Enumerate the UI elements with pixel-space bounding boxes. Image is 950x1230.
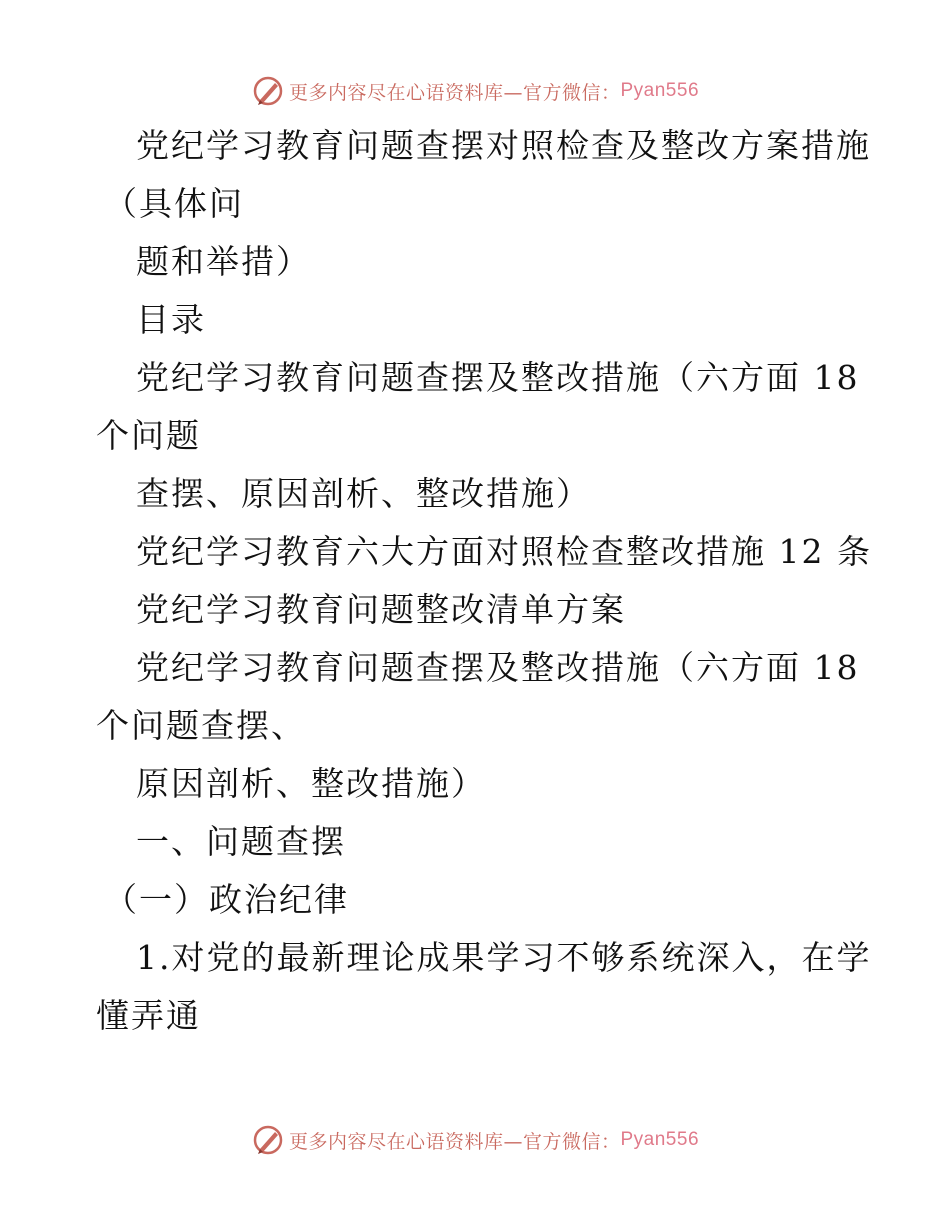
watermark-site-text: 更多内容尽在心语资料库—官方微信： [288,1130,621,1153]
paragraph-item-1-line-1: 1.对党的最新理论成果学习不够系统深入，在学 [136,938,872,977]
paragraph-item-1-line-2: 懂弄通 [96,996,201,1035]
section-title-line-3: 原因剖析、整改措施） [136,764,486,803]
toc-item-2: 党纪学习教育六大方面对照检查整改措施 12 条 [136,532,872,571]
pen-logo-icon [251,74,285,108]
toc-item-3: 党纪学习教育问题整改清单方案 [136,590,626,629]
watermark-wechat-id: Pyan556 [620,1129,700,1150]
footer-watermark [0,1123,950,1157]
doc-title-line-1: 党纪学习教育问题查摆对照检查及整改方案措施 [136,126,871,165]
section-title-line-2: 个问题查摆、 [96,706,306,745]
section-title-line-1: 党纪学习教育问题查摆及整改措施（六方面 18 [136,648,860,687]
pen-logo-icon [251,1123,285,1157]
heading-problem-review: 一、问题查摆 [136,822,346,861]
toc-item-1-line-1: 党纪学习教育问题查摆及整改措施（六方面 18 [136,358,860,397]
toc-item-1-line-2: 个问题 [96,416,201,455]
watermark-site-text: 更多内容尽在心语资料库—官方微信： [288,81,621,104]
toc-heading: 目录 [136,300,206,339]
doc-title-line-2: （具体问 [104,184,244,223]
header-watermark [0,74,950,108]
watermark-wechat-id: Pyan556 [620,80,700,101]
doc-title-line-3: 题和举措） [136,242,311,281]
subheading-political-discipline: （一）政治纪律 [104,880,349,919]
toc-item-1-line-3: 查摆、原因剖析、整改措施） [136,474,591,513]
